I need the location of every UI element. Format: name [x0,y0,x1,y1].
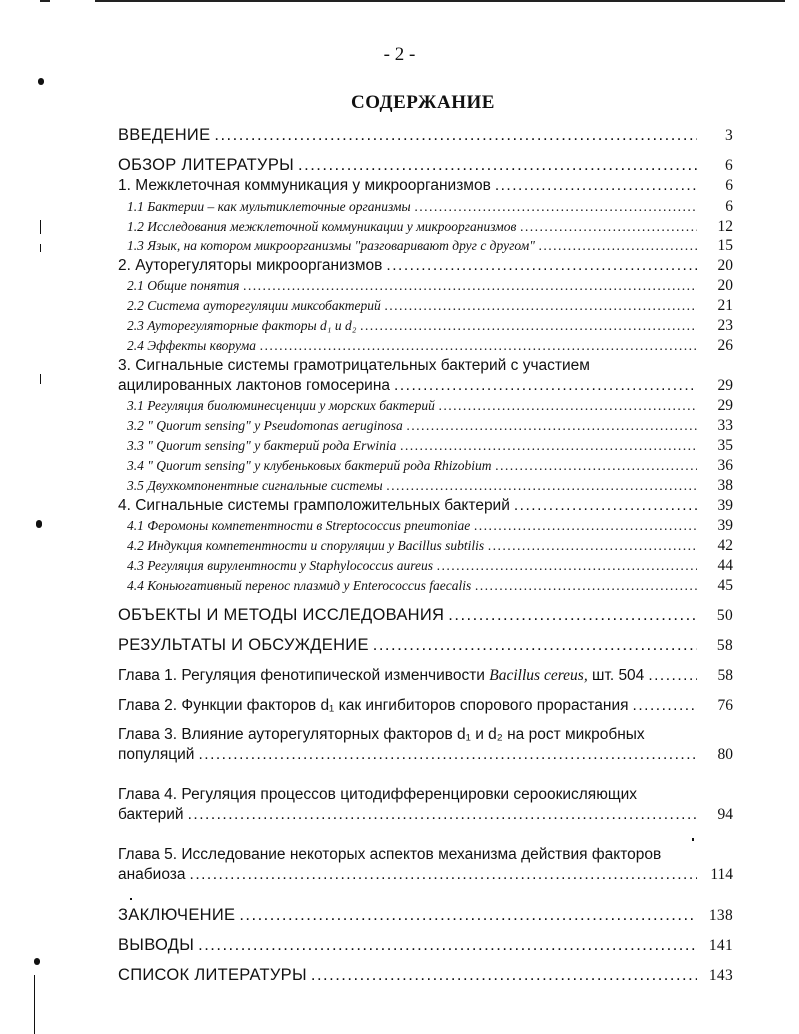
scan-line [40,220,41,234]
toc-entry: 2.3 Ауторегуляторные факторы d₁ и d₂ ..... 23 [127,317,733,335]
toc-entry: 3.5 Двухкомпонентные сигнальные системы ..... 38 [127,477,733,495]
toc-entry: ВЫВОДЫ ..... 141 [118,936,733,955]
toc-entry-line: Глава 3. Влияние ауторегуляторных факторов d₁ и d₂ на рост микробных [118,726,645,743]
toc-entry: 2. Ауторегуляторы микроорганизмов ..... 20 [118,257,733,275]
toc-entry: 2.1 Общие понятия ..... 20 [127,277,733,295]
toc-entry: ОБЗОР ЛИТЕРАТУРЫ ..... 6 [118,156,733,175]
toc-entry: 3.1 Регуляция биолюминесценции у морских бактерий ..... 29 [127,397,733,415]
toc-entry-line: Глава 4. Регуляция процессов цитодифференцировки сероокисляющих [118,786,637,803]
top-border-line [95,0,785,2]
toc-entry: бактерий ..... 94 [118,806,733,824]
toc-entry: 3.3 " Quorum sensing" у бактерий рода Erwinia ..... 35 [127,437,733,455]
toc-entry: 4.4 Коньюгативный перенос плазмид у Enterococcus faecalis ..... 45 [127,577,733,595]
toc-entry: 1.3 Язык, на котором микроорганизмы "разговаривают друг с другом" ..... 15 [127,237,733,255]
toc-entry: 4.3 Регуляция вирулентности у Staphylococcus aureus ..... 44 [127,557,733,575]
toc-entry: 2.2 Система ауторегуляции миксобактерий ..... 21 [127,297,733,315]
toc-entry: 1.2 Исследования межклеточной коммуникации у микроорганизмов ..... 12 [127,218,733,236]
toc-entry-line: Глава 5. Исследование некоторых аспектов механизма действия факторов [118,846,662,863]
scan-line [34,975,35,1034]
toc-entry: ОБЪЕКТЫ И МЕТОДЫ ИССЛЕДОВАНИЯ ..... 50 [118,606,733,625]
toc-entry: 2.4 Эффекты кворума ..... 26 [127,337,733,355]
scan-dot [692,838,694,841]
toc-entry: СПИСОК ЛИТЕРАТУРЫ ..... 143 [118,966,733,985]
toc-entry: Глава 2. Функции факторов d₁ как ингибиторов спорового прорастания ..... 76 [118,697,733,715]
scan-dot [34,958,40,965]
toc-entry: 1.1 Бактерии – как мультиклеточные организмы ..... 6 [127,198,733,216]
scan-dot [130,898,132,900]
scan-line [40,374,41,384]
page-number: - 2 - [383,44,416,65]
toc-entry: 4.1 Феромоны компетентности в Streptococcus pneumoniae ..... 39 [127,517,733,535]
toc-entry: Глава 1. Регуляция фенотипической изменчивости Bacillus cereus, шт. 504 ..... 58 [118,667,733,685]
toc-entry: РЕЗУЛЬТАТЫ И ОБСУЖДЕНИЕ ..... 58 [118,636,733,655]
toc-entry: ацилированных лактонов гомосерина ..... 29 [118,377,733,395]
toc-entry: 4.2 Индукция компетентности и споруляции у Bacillus subtilis ..... 42 [127,537,733,555]
toc-entry: 3.2 " Quorum sensing" у Pseudomonas aeruginosa ..... 33 [127,417,733,435]
scan-dot [38,78,44,85]
toc-entry: 4. Сигнальные системы грамположительных бактерий ..... 39 [118,497,733,515]
scan-edge-mark [40,0,50,2]
scan-line [40,244,41,252]
toc-entry: 3.4 " Quorum sensing" у клубеньковых бактерий рода Rhizobium ..... 36 [127,457,733,475]
toc-entry-line: 3. Сигнальные системы грамотрицательных бактерий с участием [118,357,590,374]
toc-entry: популяций ..... 80 [118,746,733,764]
toc-entry: 1. Межклеточная коммуникация у микроорганизмов ..... 6 [118,177,733,195]
toc-entry: ВВЕДЕНИЕ ..... 3 [118,126,733,145]
scan-dot [36,520,42,528]
toc-entry: анабиоза ..... 114 [118,866,733,884]
toc-entry: ЗАКЛЮЧЕНИЕ ..... 138 [118,906,733,925]
page-title: СОДЕРЖАНИЕ [351,92,495,113]
